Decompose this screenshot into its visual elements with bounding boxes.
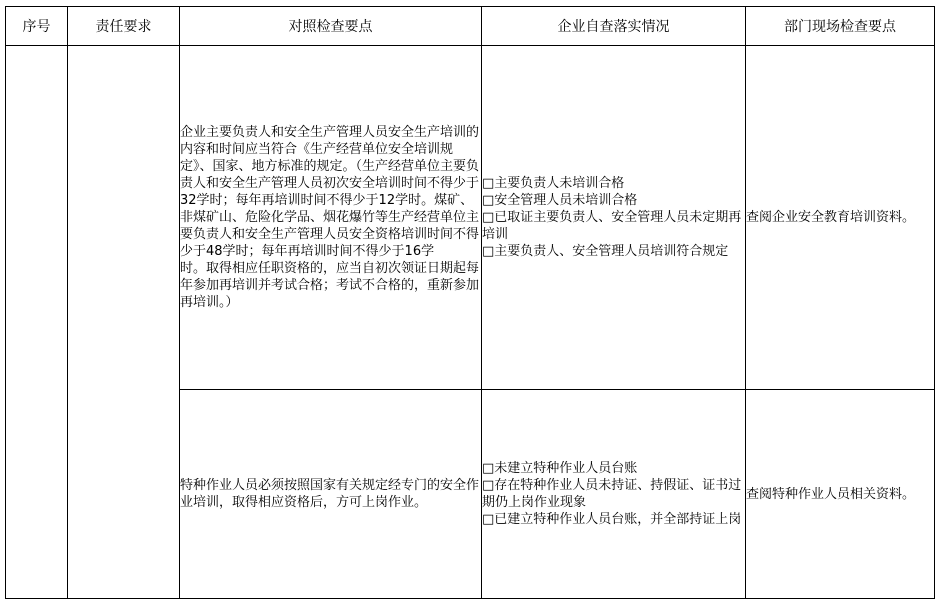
inspection-table: [5, 6, 935, 599]
check-point-cell: [180, 46, 482, 390]
checkbox-item[interactable]: □已取证主要负责人、安全管理人员未定期再培训: [482, 210, 742, 242]
check-point-text: 时。取得相应任职资格的，应当自初次领证日期起每年参加再培训并考试合格；考试不合格的，重新参加再培训。）: [180, 261, 480, 310]
checkbox-item[interactable]: □未建立特种作业人员台账: [482, 461, 638, 476]
self-check-cell: [482, 46, 746, 390]
checkbox-item[interactable]: □安全管理人员未培训合格: [482, 193, 638, 208]
check-point-text: 企业主要负责人和安全生产管理人员安全生产培训的内容和时间应当符合《生产经营单位安全培训规定》、国家、地方标准的规定。（生产经营单位主要负责人和安全生产管理人员初次安全培训时间不得少于32学时；每年再培训时间不得少于12学时。煤矿、非煤矿山、危险化学品、烟花爆竹等生产经营单位主要负责人和安全生产管理人员安全资格培训时间不得少于48学时；每年再培训时间不得少于16学: [180, 125, 480, 259]
dept-check-text: 查阅企业安全教育培训资料。: [746, 210, 916, 225]
header-check-points: 对照检查要点: [180, 7, 482, 46]
dept-check-cell: [746, 390, 935, 599]
check-point-text: 特种作业人员必须按照国家有关规定经专门的安全作业培训，取得相应资格后，方可上岗作业。: [180, 478, 480, 510]
header-dept-check: 部门现场检查要点: [746, 7, 935, 46]
header-seq: 序号: [6, 7, 68, 46]
check-point-cell: [180, 390, 482, 599]
self-check-cell: [482, 390, 746, 599]
responsibility-cell: [68, 46, 180, 599]
checkbox-item[interactable]: □主要负责人未培训合格: [482, 176, 625, 191]
header-self-check: 企业自查落实情况: [482, 7, 746, 46]
checkbox-item[interactable]: □已建立特种作业人员台账，并全部持证上岗: [482, 512, 742, 527]
table-row: [6, 46, 935, 390]
header-responsibility: 责任要求: [68, 7, 180, 46]
checkbox-item[interactable]: □主要负责人、安全管理人员培训符合规定: [482, 244, 729, 259]
header-row: [6, 7, 935, 46]
dept-check-cell: [746, 46, 935, 390]
dept-check-text: 查阅特种作业人员相关资料。: [746, 486, 916, 502]
checkbox-item[interactable]: □存在特种作业人员未持证、持假证、证书过期仍上岗作业现象: [482, 478, 742, 510]
seq-cell: [6, 46, 68, 599]
